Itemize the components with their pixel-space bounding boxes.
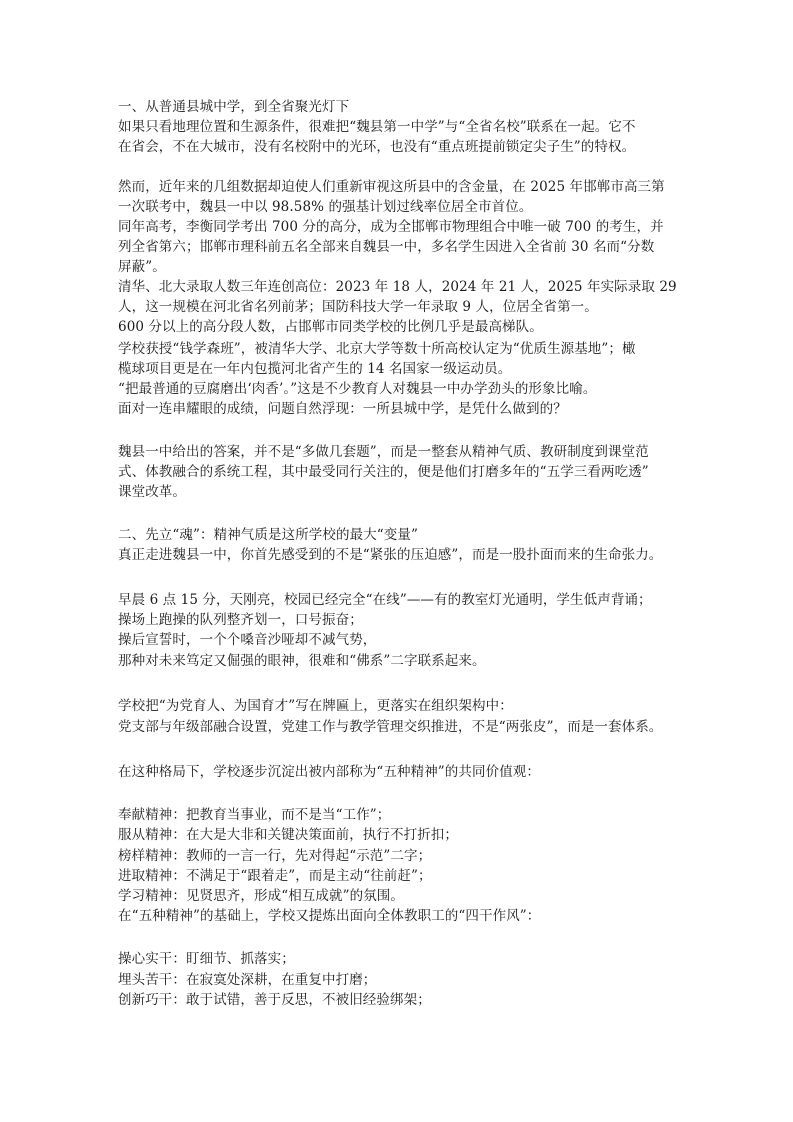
paragraph-line: “把最普通的豆腐磨出‘肉香’。”这是不少教育人对魏县一中办学劲头的形象比喻。 xyxy=(118,381,597,397)
list-item-spirit: 服从精神：在大是大非和关键决策面前，执行不打折扣； xyxy=(118,827,458,843)
paragraph-line: 真正走进魏县一中，你首先感受到的不是“紧张的压迫感”，而是一股扑面而来的生命张力。 xyxy=(118,547,663,563)
list-item-style: 操心实干：盯细节、抓落实； xyxy=(118,951,295,967)
section-heading-2: 二、先立“魂”：精神气质是这所学校的最大“变量” xyxy=(118,527,419,543)
section-heading-1: 一、从普通县城中学，到全省聚光灯下 xyxy=(118,99,350,115)
paragraph-line: 那种对未来笃定又倔强的眼神，很难和“佛系”二字联系起来。 xyxy=(118,653,486,669)
paragraph-line: 在省会，不在大城市，没有名校附中的光环，也没有“重点班提前锁定尖子生”的特权。 xyxy=(118,139,636,155)
paragraph-line: 600 分以上的高分段人数，占邯郸市同类学校的比例几乎是最高梯队。 xyxy=(118,319,543,335)
list-item-spirit: 进取精神：不满足于“跟着走”，而是主动“往前赶”； xyxy=(118,868,432,884)
paragraph-line: 党支部与年级部融合设置，党建工作与教学管理交织推进，不是“两张皮”，而是一套体系。 xyxy=(118,719,663,735)
list-item-style: 埋头苦干：在寂寞处深耕，在重复中打磨； xyxy=(118,972,377,988)
paragraph-line: 屏蔽”。 xyxy=(118,259,166,275)
paragraph-line: 式、体教融合的系统工程，其中最受同行关注的，便是他们打磨多年的“五学三看两吃透” xyxy=(118,464,649,480)
paragraph-line: 在这种格局下，学校逐步沉淀出被内部称为“五种精神”的共同价值观： xyxy=(118,764,541,780)
list-item-spirit: 榜样精神：教师的一言一行，先对得起“示范”二字； xyxy=(118,848,432,864)
paragraph-line: 人，这一规模在河北省名列前茅；国防科技大学一年录取 9 人，位居全省第一。 xyxy=(118,299,598,315)
paragraph-line: 然而，近年来的几组数据却迫使人们重新审视这所县中的含金量，在 2025 年邯郸市高三第 xyxy=(118,179,665,195)
paragraph-line: 魏县一中给出的答案，并不是“多做几套题”，而是一整套从精神气质、教研制度到课堂范 xyxy=(118,444,649,460)
paragraph-line: 早晨 6 点 15 分，天刚亮，校园已经完全“在线”——有的教室灯光通明，学生低声背诵； xyxy=(118,592,652,608)
list-item-style: 创新巧干：敢于试错，善于反思，不被旧经验绑架； xyxy=(118,992,431,1008)
paragraph-line: 操后宣誓时，一个个嗓音沙哑却不减气势， xyxy=(118,632,377,648)
paragraph-line: 同年高考，李衡同学考出 700 分的高分，成为全邯郸市物理组合中唯一破 700 的考生，并 xyxy=(118,219,664,235)
paragraph-line: 一次联考中，魏县一中以 98.58% 的强基计划过线率位居全市首位。 xyxy=(118,199,533,215)
paragraph-line: 课堂改革。 xyxy=(118,484,186,500)
paragraph-line: 操场上跑操的队列整齐划一，口号振奋； xyxy=(118,612,363,628)
paragraph-line: 学校获授“钱学森班”，被清华大学、北京大学等数十所高校认定为“优质生源基地”；橄 xyxy=(118,341,636,357)
paragraph-line: 学校把“为党育人、为国育才”写在牌匾上，更落实在组织架构中： xyxy=(118,698,513,714)
paragraph-line: 在“五种精神”的基础上，学校又提炼出面向全体教职工的“四干作风”： xyxy=(118,908,541,924)
paragraph-line: 清华、北大录取人数三年连创高位：2023 年 18 人，2024 年 21 人，2025 年实际录取 29 xyxy=(118,279,677,295)
paragraph-line: 榄球项目更是在一年内包揽河北省产生的 14 名国家一级运动员。 xyxy=(118,361,512,377)
paragraph-line: 列全省第六；邯郸市理科前五名全部来自魏县一中，多名学生因进入全省前 30 名而“分数 xyxy=(118,239,655,255)
list-item-spirit: 学习精神：见贤思齐，形成“相互成就”的氛围。 xyxy=(118,888,405,904)
list-item-spirit: 奉献精神：把教育当事业，而不是当“工作”； xyxy=(118,807,391,823)
paragraph-line: 面对一连串耀眼的成绩，问题自然浮现：一所县城中学，是凭什么做到的？ xyxy=(118,401,567,417)
paragraph-line: 如果只看地理位置和生源条件，很难把“魏县第一中学”与“全省名校”联系在一起。它不 xyxy=(118,119,636,135)
